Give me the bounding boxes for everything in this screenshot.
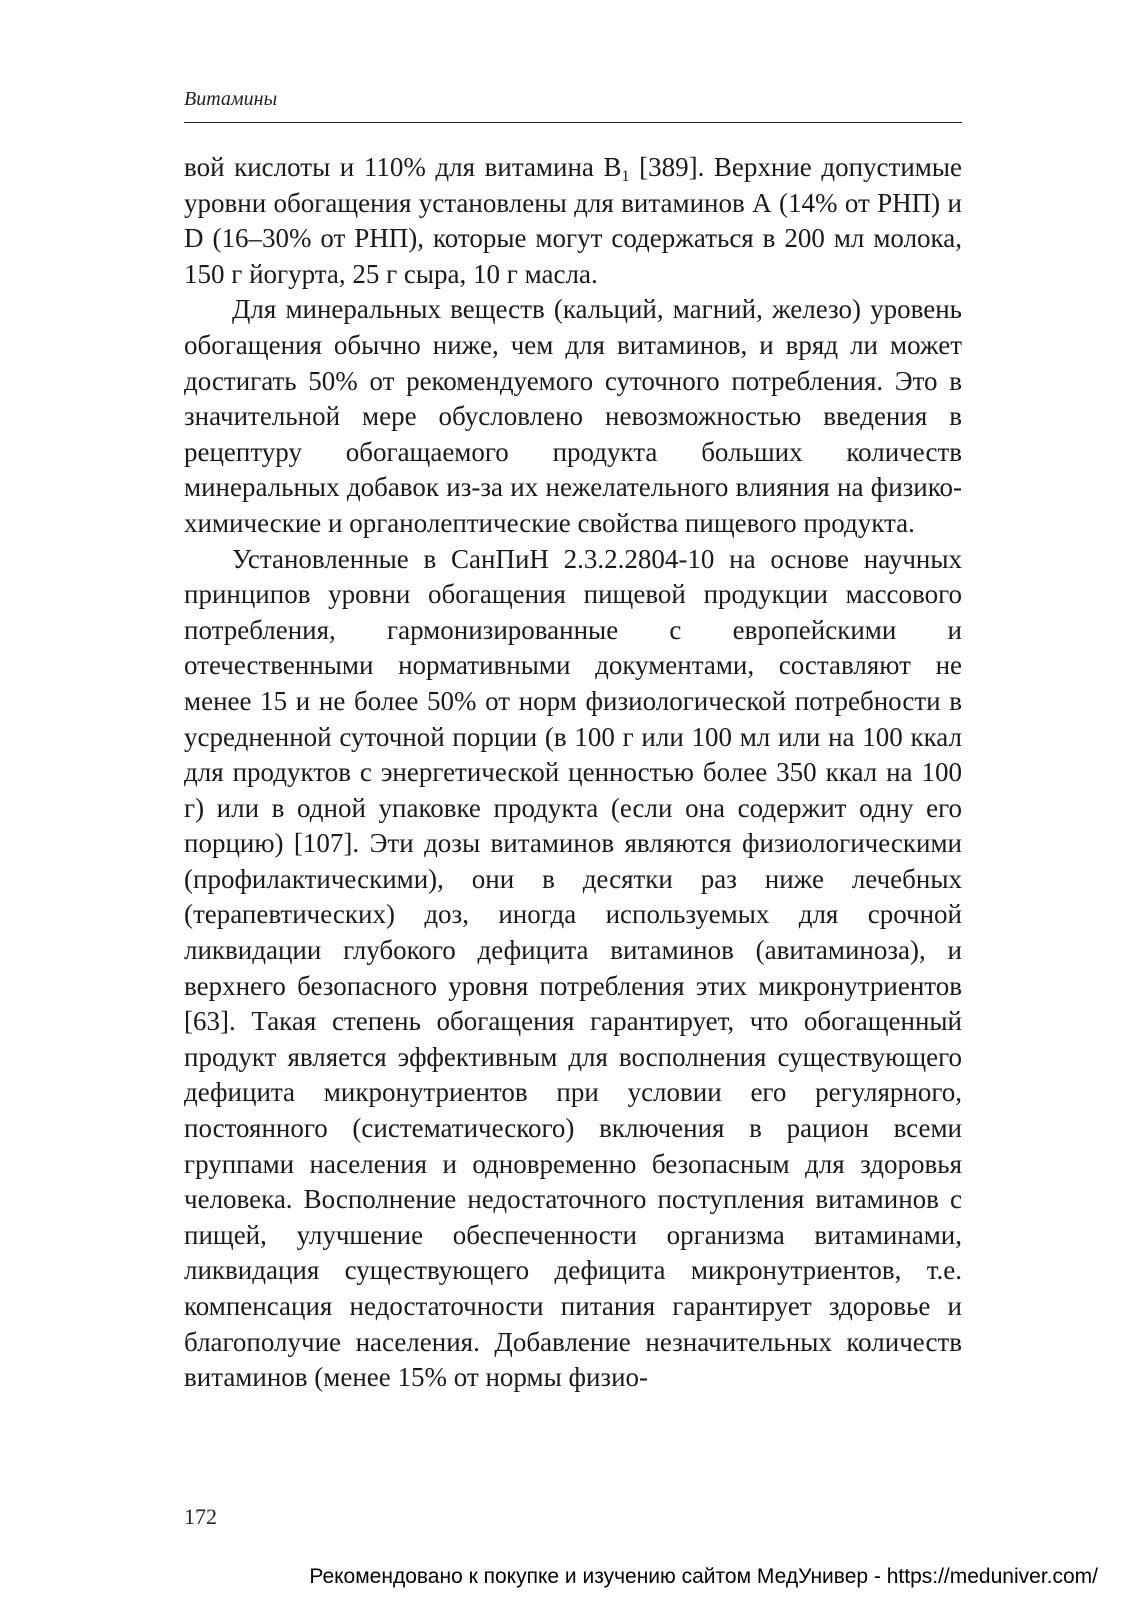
running-title: Витамины — [184, 88, 278, 110]
page-number: 172 — [184, 1504, 217, 1529]
paragraph-1-part-b: [389]. Верхние допустимые уровни обогащения установлены для витаминов А (14% от РНП) и D (16–30% от РНП), которые могут содержаться в 200 мл молока, 150 г йогурта, 25 г сыра, 10 г масла. — [184, 152, 962, 289]
body-text — [184, 150, 962, 1396]
paragraph-2: Для минеральных веществ (кальций, магний, железо) уровень обогащения обычно ниже, чем для витаминов, и вряд ли может достигать 50% от рекомендуемого суточного потребления. Это в значительной мере обусловлено невозможностью введения в рецептуру обогащаемого продукта больших количеств минеральных добавок из-за их нежелательного влияния на физико-химические и органолептические свойства пищевого продукта. — [184, 294, 962, 538]
paragraph-3: Установленные в СанПиН 2.3.2.2804-10 на основе научных принципов уровни обогащения пищевой продукции массового потребления, гармонизированные с европейскими и отечественными нормативными документами, составляют не менее 15 и не более 50% от норм физиологической потребности в усредненной суточной порции (в 100 г или 100 мл или на 100 ккал для продуктов с энергетической ценностью более 350 ккал на 100 г) или в одной упаковке продукта (если она содержит одну его порцию) [107]. Эти дозы витаминов являются физиологическими (профилактическими), они в десятки раз ниже лечебных (терапевтических) доз, иногда используемых для срочной ликвидации глубокого дефицита витаминов (авитаминоза), и верхнего безопасного уровня потребления этих микронутриентов [63]. Такая степень обогащения гарантирует, что обогащенный продукт является эффективным для восполнения существующего дефицита микронутриентов при условии его регулярного, постоянного (систематического) включения в рацион всеми группами населения и одновременно безопасным для здоровья человека. Восполнение недостаточного поступления витаминов с пищей, улучшение обеспеченности организма витаминами, ликвидация существующего дефицита микронутриентов, т.е. компенсация недостаточности питания гарантирует здоровье и благополучие населения. Добавление незначительных количеств витаминов (менее 15% от нормы физио- — [184, 543, 962, 1393]
vitamin-subscript: 1 — [621, 168, 630, 185]
footer-banner: Рекомендовано к покупке и изучению сайтом МедУнивер - https://meduniver.com/ — [309, 1565, 1098, 1588]
paragraph-1 — [184, 150, 962, 292]
header-rule — [184, 122, 962, 123]
paragraph-1-part-a: вой кислоты и 110% для витамина В — [184, 152, 622, 182]
